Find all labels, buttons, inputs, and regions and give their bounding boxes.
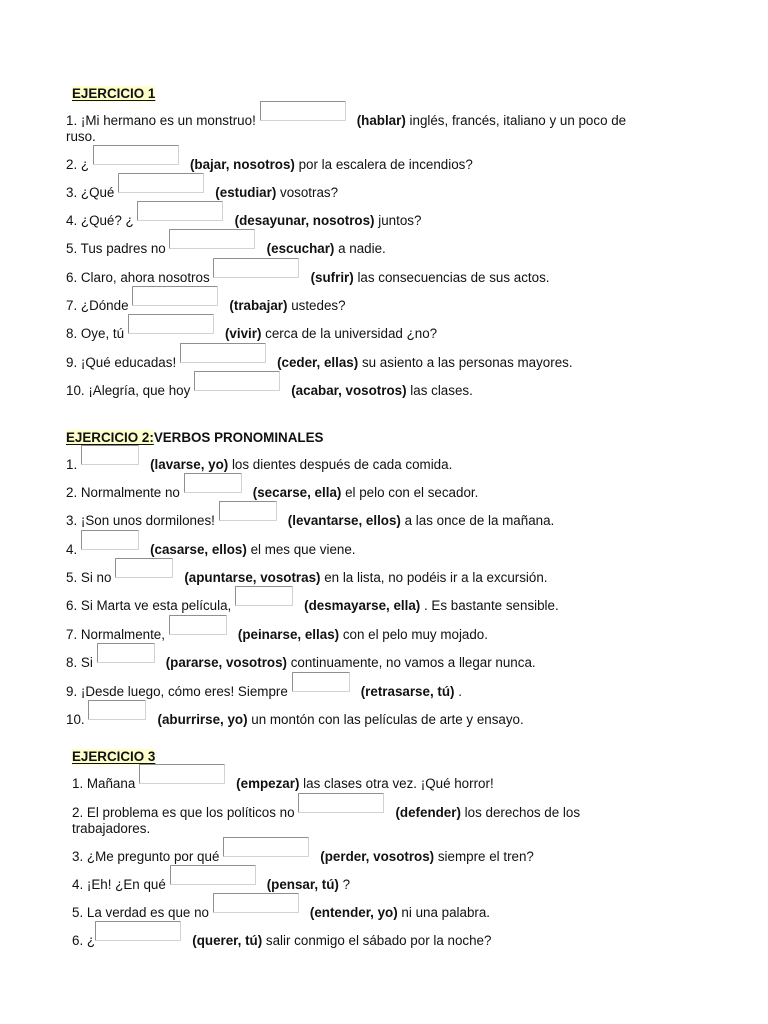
ej3-item-5 xyxy=(72,905,490,921)
item-text-before: 3. ¿Qué xyxy=(66,185,119,200)
heading-text: EJERCICIO 1 xyxy=(72,86,156,101)
verb-hint: (casarse, ellos) xyxy=(150,542,247,557)
item-text-before: 9. ¡Qué educadas! xyxy=(66,355,180,370)
ej1-item-2 xyxy=(66,157,473,173)
ej2-item-9 xyxy=(66,684,462,700)
heading-ejercicio-3 xyxy=(72,749,155,765)
item-text-before: 7. Normalmente, xyxy=(66,627,169,642)
ej2-item-7 xyxy=(66,627,488,643)
item-text-before: 2. Normalmente no xyxy=(66,485,184,500)
verb-hint: (vivir) xyxy=(224,326,262,341)
item-text-after: juntos? xyxy=(374,213,422,228)
item-text-before: 3. ¡Son unos dormilones! xyxy=(66,513,219,528)
item-text-after: los derechos de los xyxy=(460,805,581,820)
verb-hint: (estudiar) xyxy=(215,185,277,200)
ej2-item-4 xyxy=(66,542,356,558)
answer-input[interactable] xyxy=(93,145,179,165)
answer-input[interactable] xyxy=(213,893,299,913)
answer-input[interactable] xyxy=(137,201,223,221)
ej1-item-5 xyxy=(66,241,386,257)
item-text-after: vosotras? xyxy=(276,185,339,200)
item-text-after: . xyxy=(454,684,462,699)
item-text-before: 2. El problema es que los políticos no xyxy=(72,805,299,820)
ej1-item-6 xyxy=(66,270,549,286)
heading-ejercicio-1 xyxy=(72,86,155,102)
answer-input[interactable] xyxy=(88,700,146,720)
answer-input[interactable] xyxy=(169,615,227,635)
item-text-after: inglés, francés, italiano y un poco de xyxy=(405,113,627,128)
answer-input[interactable] xyxy=(298,793,384,813)
verb-hint: (peinarse, ellas) xyxy=(237,627,340,642)
verb-hint: (levantarse, ellos) xyxy=(287,513,401,528)
answer-input[interactable] xyxy=(170,865,256,885)
item-text-after: ? xyxy=(338,877,351,892)
ej1-item-4 xyxy=(66,213,421,229)
item-text-after: el mes que viene. xyxy=(246,542,356,557)
ej2-item-1 xyxy=(66,457,452,473)
answer-input[interactable] xyxy=(184,473,242,493)
item-text-after: ni una palabra. xyxy=(397,905,491,920)
ej2-item-8 xyxy=(66,655,536,671)
heading-text: EJERCICIO 3 xyxy=(72,749,156,764)
item-text-before: 5. La verdad es que no xyxy=(72,905,213,920)
answer-input[interactable] xyxy=(139,764,225,784)
item-text-after: las clases. xyxy=(406,383,473,398)
verb-hint: (pararse, vosotros) xyxy=(165,655,287,670)
ej2-item-5 xyxy=(66,570,548,586)
answer-input[interactable] xyxy=(169,229,255,249)
ej2-item-6 xyxy=(66,598,559,614)
verb-hint: (perder, vosotros) xyxy=(320,849,435,864)
verb-hint: (trabajar) xyxy=(229,298,288,313)
item-text-after: por la escalera de incendios? xyxy=(294,157,473,172)
item-text-after: las clases otra vez. ¡Qué horror! xyxy=(299,776,494,791)
verb-hint: (pensar, tú) xyxy=(266,877,339,892)
ej3-item-4 xyxy=(72,877,350,893)
answer-input[interactable] xyxy=(118,173,204,193)
answer-input[interactable] xyxy=(128,314,214,334)
item-text-continuation: trabajadores. xyxy=(72,821,151,836)
answer-input[interactable] xyxy=(81,530,139,550)
verb-hint: (desmayarse, ella) xyxy=(304,598,421,613)
item-text-before: 6. Si Marta ve esta película, xyxy=(66,598,235,613)
ej3-item-1 xyxy=(72,776,494,792)
verb-hint: (defender) xyxy=(395,805,461,820)
answer-input[interactable] xyxy=(132,286,218,306)
verb-hint: (secarse, ella) xyxy=(252,485,342,500)
ej1-item-1 xyxy=(66,113,626,145)
item-text-after: con el pelo muy mojado. xyxy=(339,627,488,642)
item-text-after: los dientes después de cada comida. xyxy=(228,457,453,472)
verb-hint: (hablar) xyxy=(356,113,406,128)
verb-hint: (aburrirse, yo) xyxy=(157,712,248,727)
ej1-item-10 xyxy=(66,383,473,399)
item-text-before: 9. ¡Desde luego, cómo eres! Siempre xyxy=(66,684,292,699)
answer-input[interactable] xyxy=(97,643,155,663)
item-text-before: 7. ¿Dónde xyxy=(66,298,133,313)
ej2-item-2 xyxy=(66,485,478,501)
answer-input[interactable] xyxy=(95,921,181,941)
verb-hint: (ceder, ellas) xyxy=(277,355,359,370)
ej1-item-9 xyxy=(66,355,573,371)
item-text-before: 5. Si no xyxy=(66,570,116,585)
item-text-after: a nadie. xyxy=(334,241,386,256)
item-text-before: 6. ¿ xyxy=(72,933,96,948)
verb-hint: (apuntarse, vosotras) xyxy=(184,570,321,585)
verb-hint: (bajar, nosotros) xyxy=(189,157,295,172)
item-text-after: su asiento a las personas mayores. xyxy=(358,355,573,370)
item-text-before: 10. ¡Alegría, que hoy xyxy=(66,383,195,398)
item-text-after: ustedes? xyxy=(287,298,346,313)
answer-input[interactable] xyxy=(292,672,350,692)
heading-text: EJERCICIO 2: xyxy=(66,430,154,445)
verb-hint: (sufrir) xyxy=(310,270,354,285)
heading-ejercicio-2 xyxy=(66,430,323,446)
item-text-after: en la lista, no podéis ir a la excursión. xyxy=(320,570,548,585)
ej1-item-7 xyxy=(66,298,346,314)
item-text-after: a las once de la mañana. xyxy=(400,513,555,528)
item-text-after: salir conmigo el sábado por la noche? xyxy=(262,933,492,948)
item-text-before: 5. Tus padres no xyxy=(66,241,170,256)
item-text-after: . Es bastante sensible. xyxy=(420,598,559,613)
heading-subtitle: VERBOS PRONOMINALES xyxy=(153,430,324,445)
item-text-before: 1. Mañana xyxy=(72,776,139,791)
verb-hint: (desayunar, nosotros) xyxy=(234,213,375,228)
ej3-item-2 xyxy=(72,805,580,837)
verb-hint: (retrasarse, tú) xyxy=(360,684,455,699)
item-text-continuation: ruso. xyxy=(66,129,96,144)
ej1-item-8 xyxy=(66,326,437,342)
ej2-item-3 xyxy=(66,513,554,529)
verb-hint: (empezar) xyxy=(236,776,300,791)
verb-hint: (lavarse, yo) xyxy=(150,457,229,472)
item-text-before: 8. Oye, tú xyxy=(66,326,128,341)
answer-input[interactable] xyxy=(115,558,173,578)
item-text-before: 8. Si xyxy=(66,655,97,670)
item-text-before: 6. Claro, ahora nosotros xyxy=(66,270,214,285)
item-text-after: un montón con las películas de arte y ensayo. xyxy=(247,712,524,727)
item-text-after: las consecuencias de sus actos. xyxy=(353,270,550,285)
item-text-before: 2. ¿ xyxy=(66,157,93,172)
answer-input[interactable] xyxy=(194,371,280,391)
verb-hint: (querer, tú) xyxy=(192,933,263,948)
answer-input[interactable] xyxy=(81,445,139,465)
item-text-after: cerca de la universidad ¿no? xyxy=(261,326,438,341)
answer-input[interactable] xyxy=(223,837,309,857)
item-text-before: 10. xyxy=(66,712,89,727)
answer-input[interactable] xyxy=(219,501,277,521)
ej3-item-3 xyxy=(72,849,534,865)
item-text-before: 4. xyxy=(66,542,81,557)
answer-input[interactable] xyxy=(235,586,293,606)
ej2-item-10 xyxy=(66,712,524,728)
item-text-before: 4. ¡Eh! ¿En qué xyxy=(72,877,170,892)
item-text-before: 1. ¡Mi hermano es un monstruo! xyxy=(66,113,260,128)
ej3-item-6 xyxy=(72,933,491,949)
item-text-after: continuamente, no vamos a llegar nunca. xyxy=(287,655,536,670)
item-text-before: 1. xyxy=(66,457,81,472)
item-text-after: el pelo con el secador. xyxy=(341,485,479,500)
answer-input[interactable] xyxy=(213,258,299,278)
verb-hint: (entender, yo) xyxy=(309,905,398,920)
answer-input[interactable] xyxy=(260,101,346,121)
verb-hint: (acabar, vosotros) xyxy=(291,383,407,398)
item-text-before: 3. ¿Me pregunto por qué xyxy=(72,849,224,864)
item-text-before: 4. ¿Qué? ¿ xyxy=(66,213,138,228)
answer-input[interactable] xyxy=(180,343,266,363)
item-text-after: siempre el tren? xyxy=(434,849,534,864)
verb-hint: (escuchar) xyxy=(266,241,335,256)
ej1-item-3 xyxy=(66,185,338,201)
